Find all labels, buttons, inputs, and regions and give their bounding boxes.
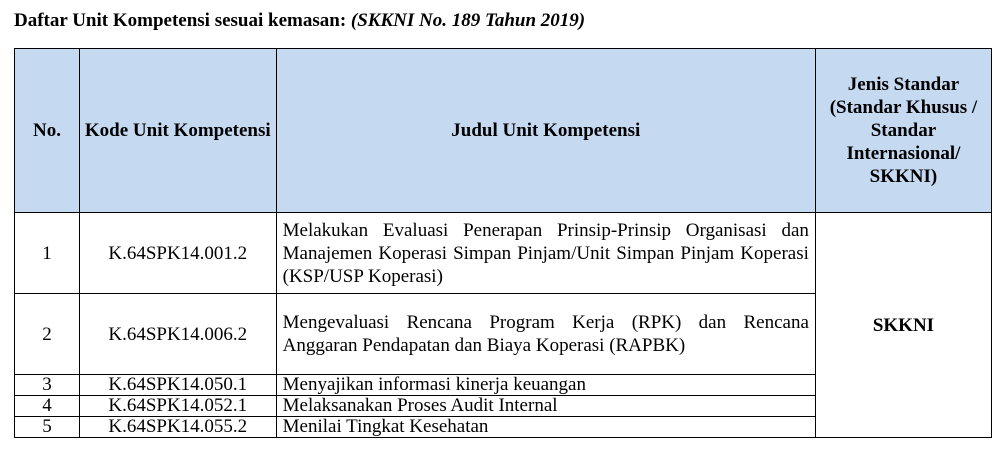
header-code: Kode Unit Kompetensi bbox=[79, 49, 276, 213]
row-title: Melakukan Evaluasi Penerapan Prinsip-Prinsip Organisasi dan Manajemen Koperasi Simpan Pinjam/Unit Simpan Pinjam Koperasi (KSP/USP Koperasi) bbox=[276, 213, 815, 294]
row-no: 4 bbox=[15, 396, 80, 417]
row-code: K.64SPK14.050.1 bbox=[79, 375, 276, 396]
heading-prefix: Daftar Unit Kompetensi sesuai kemasan: bbox=[14, 10, 347, 31]
row-no: 1 bbox=[15, 213, 80, 294]
header-title: Judul Unit Kompetensi bbox=[276, 49, 815, 213]
row-code: K.64SPK14.006.2 bbox=[79, 294, 276, 375]
row-title: Menilai Tingkat Kesehatan bbox=[276, 417, 815, 438]
table-heading bbox=[14, 10, 585, 32]
table-row bbox=[15, 213, 992, 294]
row-code: K.64SPK14.055.2 bbox=[79, 417, 276, 438]
heading-reference: (SKKNI No. 189 Tahun 2019) bbox=[350, 10, 586, 31]
row-no: 3 bbox=[15, 375, 80, 396]
row-code: K.64SPK14.001.2 bbox=[79, 213, 276, 294]
row-code: K.64SPK14.052.1 bbox=[79, 396, 276, 417]
row-no: 2 bbox=[15, 294, 80, 375]
header-no: No. bbox=[15, 49, 80, 213]
row-title: Mengevaluasi Rencana Program Kerja (RPK) dan Rencana Anggaran Pendapatan dan Biaya Koperasi (RAPBK) bbox=[276, 294, 815, 375]
header-jenis: Jenis Standar (Standar Khusus / Standar Internasional/ SKKNI) bbox=[815, 49, 991, 213]
row-no: 5 bbox=[15, 417, 80, 438]
jenis-standar-cell: SKKNI bbox=[815, 213, 991, 438]
row-title: Melaksanakan Proses Audit Internal bbox=[276, 396, 815, 417]
row-title: Menyajikan informasi kinerja keuangan bbox=[276, 375, 815, 396]
table-header-row bbox=[15, 49, 992, 213]
competency-units-table bbox=[14, 48, 992, 438]
